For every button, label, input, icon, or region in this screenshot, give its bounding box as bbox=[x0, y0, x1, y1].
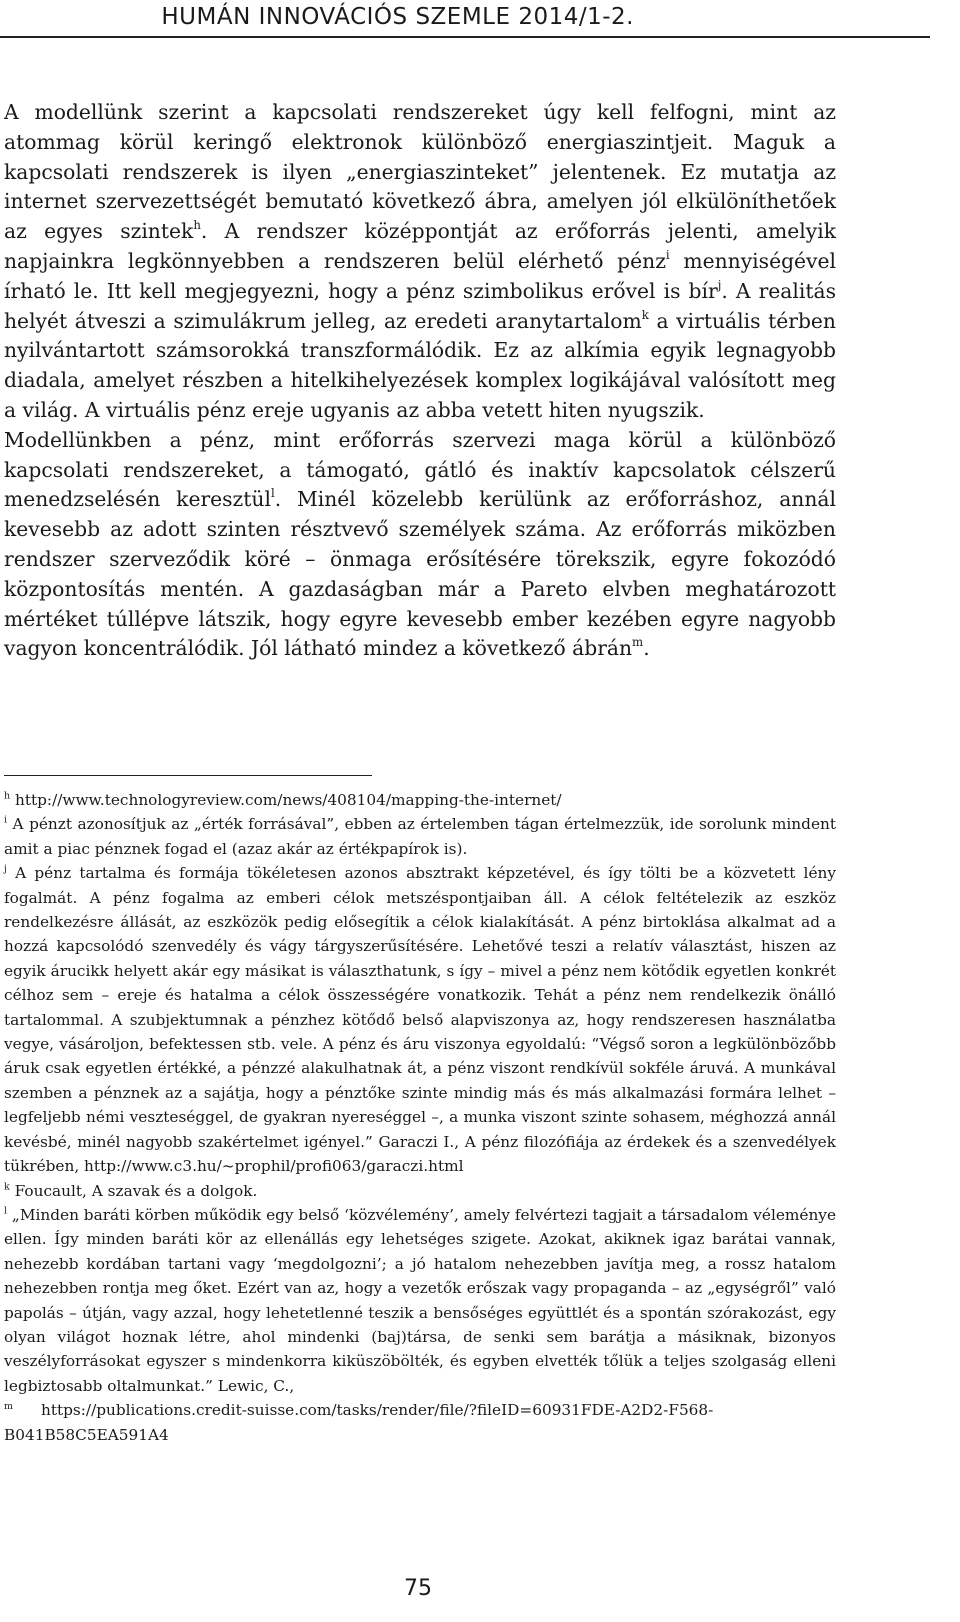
text-run: . bbox=[643, 636, 650, 661]
footnote-ref-j[interactable]: j bbox=[717, 277, 722, 292]
text-run: A modellünk szerint a kapcsolati rendszereket úgy kell felfogni, mint az atommag körül keringő elektronok különböző energiaszintjeit. Maguk a kapcsolati rendszerek is ilyen „energiaszinteket” jelentenek. Ez mutatja az internet szervezettségét bemutató következő ábra, amelyen jól elkülöníthetőek az egyes szintek bbox=[4, 100, 836, 244]
footnotes bbox=[4, 788, 836, 1447]
footnote-text: A pénz tartalma és formája tökéletesen azonos absztrakt képzetével, és így tölti be a közvetett lény fogalmát. A pénz fogalma az emberi célok metszéspontjaiban áll. A célok feltételezik az eszköz rendelkezésre állását, az eszközök pedig elősegítik a célok kialakítását. A pénz birtoklása alkalmat ad a hozzá kapcsolódó szenvedély és vágy tárgyszerűsítésére. Lehetővé teszi a relatív választást, hiszen az egyik árucikk helyett akár egy másikat is választhatunk, s így – mivel a pénz nem kötődik egyetlen konkrét célhoz sem – ereje és hatalma a célok összességére vonatkozik. Tehát a pénz nem rendelkezik önálló tartalommal. A szubjektumnak a pénzhez kötődő belső alapviszonya az, hogy rendszeresen használatba vegye, vásároljon, befektessen stb. vele. A pénz és áru viszonya egyoldalú: “Végső soron a legkülönbözőbb áruk csak egyetlen értékké, a pénzzé alakulhatnak át, a pénz viszont rendkívül sokféle áruvá. A munkával szemben a pénznek az a sajátja, hogy a pénztőke szinte mindig más és más alkalmazási formára lelhet – legfeljebb némi veszteséggel, de gyakran nyereséggel –, a munka viszont szinte sohasem, méghozzá annál kevésbé, minél nagyobb szakértelmet igényel.” Garaczi I., A pénz filozófiája az érdekek és a szenvedélyek tükrében, http://www.c3.hu/~prophil/profi063/garaczi.html bbox=[4, 864, 836, 1176]
footnote-text: A pénzt azonosítjuk az „érték forrásával”, ebben az értelemben tágan értelmezzük, ide sorolunk mindent amit a piac pénznek fogad el (azaz akár az értékpapírok is). bbox=[4, 815, 836, 858]
text-run: mennyiségével írható le. Itt kell megjegyezni, hogy a pénz szimbolikus erővel is bír bbox=[4, 248, 837, 303]
page-number: 75 bbox=[404, 1576, 432, 1601]
footnote-mark: j bbox=[4, 863, 7, 875]
footnote-link[interactable]: https://publications.credit-suisse.com/tasks/render/file/?fileID=60931FDE-A2D2-F568-B041B58C5EA591A4 bbox=[4, 1401, 714, 1444]
journal-title: HUMÁN INNOVÁCIÓS SZEMLE 2014/1-2. bbox=[161, 4, 634, 30]
footnote-text: Foucault, A szavak és a dolgok. bbox=[9, 1181, 258, 1200]
footnote-ref-m[interactable]: m bbox=[632, 635, 644, 650]
text-run: a virtuális térben nyilvántartott számsorokká transzformálódik. Ez az alkímia egyik legnagyobb diadala, amelyet részben a hitelkihelyezések komplex logikájával valósított meg a világ. A virtuális pénz ereje ugyanis az abba vetett hiten nyugszik. bbox=[4, 308, 836, 422]
text-run: . A realitás helyét átveszi a szimulákrum jelleg, az eredeti aranytartalom bbox=[4, 278, 836, 333]
footnote-mark: k bbox=[4, 1180, 10, 1192]
footnote-mark: l bbox=[4, 1205, 8, 1217]
footnote-separator bbox=[4, 775, 372, 776]
paragraph-1 bbox=[4, 98, 836, 426]
footnote-j bbox=[4, 861, 836, 1178]
footnote-ref-k[interactable]: k bbox=[641, 307, 649, 322]
footnote-h bbox=[4, 788, 836, 812]
page-header bbox=[0, 0, 930, 38]
text-run: Modellünkben a pénz, mint erőforrás szervezi maga körül a különböző kapcsolati rendszereket, a támogató, gátló és inaktív kapcsolatok célszerű menedzselésén keresztül bbox=[4, 427, 836, 512]
footnote-ref-l[interactable]: l bbox=[270, 486, 275, 501]
text-run: . A rendszer középpontját az erőforrás jelenti, amelyik napjainkra legkönnyebben a rendszeren belül elérhető pénz bbox=[4, 219, 837, 273]
footnote-link[interactable]: http://www.technologyreview.com/news/408104/mapping-the-internet/ bbox=[10, 791, 562, 809]
footnote-ref-h[interactable]: h bbox=[193, 218, 201, 233]
text-run: . Minél közelebb kerülünk az erőforráshoz, annál kevesebb az adott szinten résztvevő személyek száma. Az erőforrás miközben rendszer szerveződik köré – önmaga erősítésére törekszik, egyre fokozódó központosítás mentén. A gazdaságban már a Pareto elvben meghatározott mértéket túllépve látszik, hogy egyre kevesebb ember kezében egyre nagyobb vagyon koncentrálódik. Jól látható mindez a következő ábrán bbox=[4, 487, 836, 661]
footnote-text: „Minden baráti körben működik egy belső ‘közvélemény’, amely felvértezi tagjait a társadalom véleménye ellen. Így minden baráti kör az ellenállás egy lehetséges szigete. Azokat, akiknek igaz barátai vannak, nehezebb kordában tartani vagy ‘megdolgozni’; a jó hatalom nehezebben javítja meg, a rossz hatalom nehezebben rontja meg őket. Ezért van az, hogy a vezetők erőszak vagy propaganda – az „egységről” való papolás – útján, vagy azzal, hogy lehetetlenné teszik a bensőséges együttlét és a spontán szórakozást, egy olyan világot hoznak létre, ahol mindenki (baj)társa, de senki sem barátja a másiknak, bizonyos veszélyforrásokat egyszer s mindenkorra kiküszöbölték, és egyben elvették tőlük a teljes szolgaság elleni legbiztosabb oltalmunkat.” Lewic, C., bbox=[4, 1205, 836, 1395]
footnote-mark: m bbox=[4, 1400, 13, 1412]
footnote-mark: i bbox=[4, 814, 8, 826]
footnote-m bbox=[4, 1398, 836, 1447]
footnote-i bbox=[4, 812, 836, 861]
paragraph-2 bbox=[4, 426, 836, 664]
footnote-mark: h bbox=[4, 790, 11, 802]
footnote-k bbox=[4, 1179, 836, 1203]
body-text bbox=[4, 98, 836, 664]
footnote-ref-i[interactable]: i bbox=[665, 248, 670, 263]
footnote-l bbox=[4, 1203, 836, 1398]
